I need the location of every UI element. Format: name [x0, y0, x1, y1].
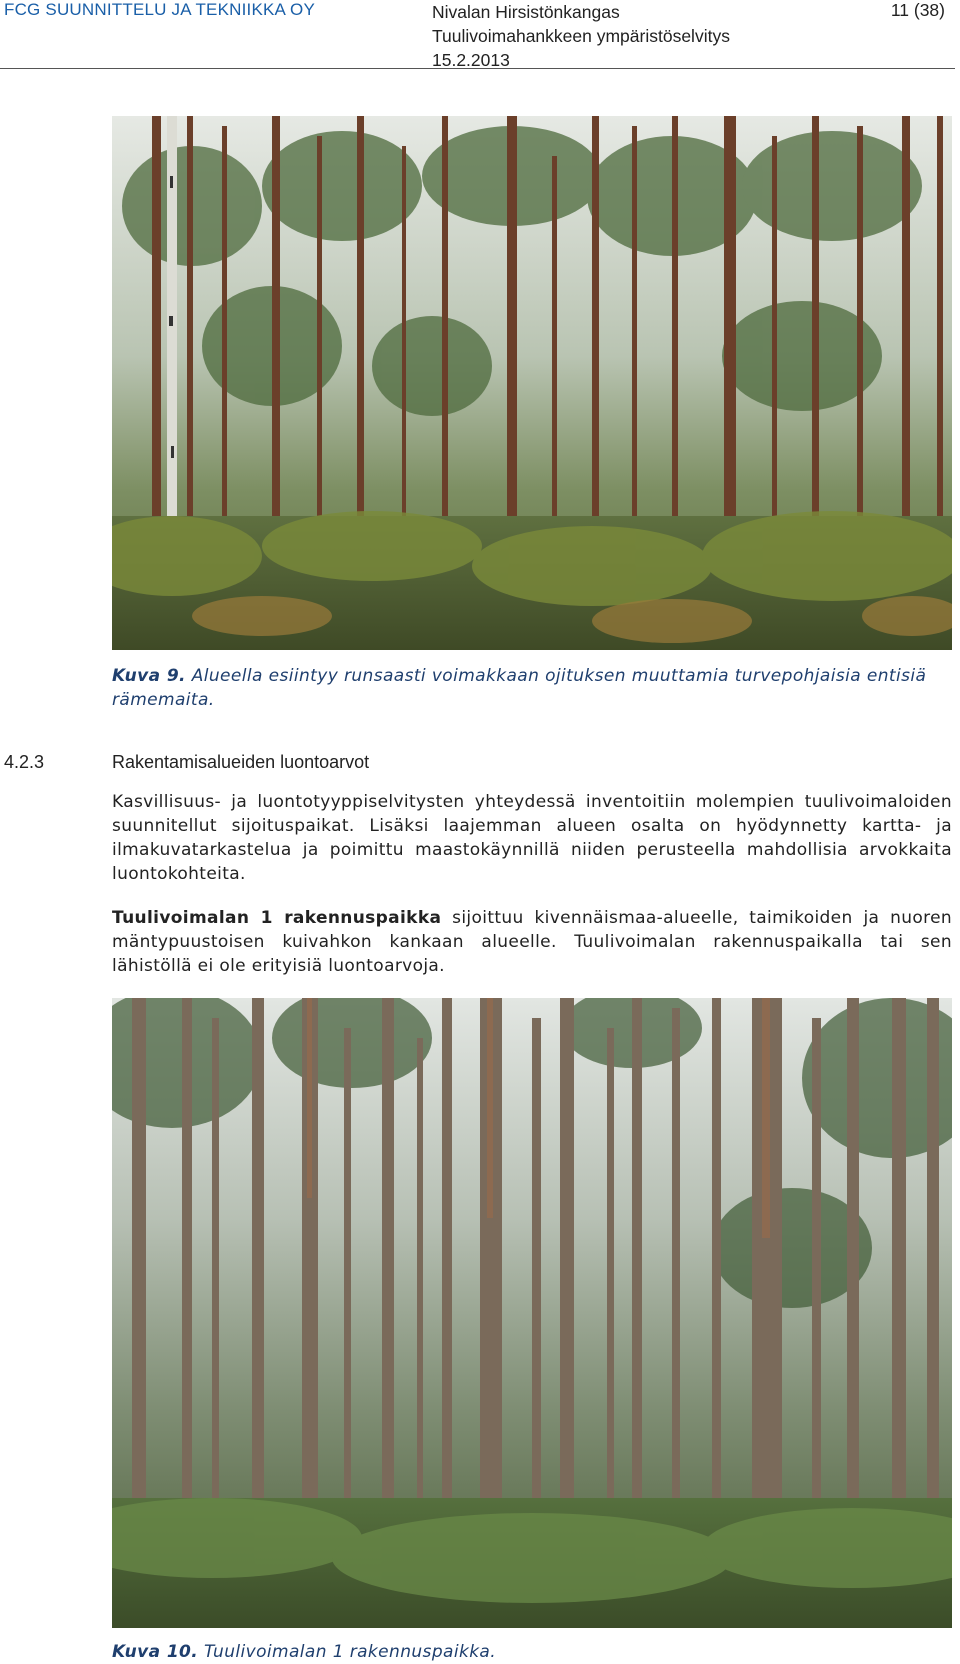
section-title: Rakentamisalueiden luontoarvot — [112, 752, 370, 772]
report-date: 15.2.2013 — [432, 50, 510, 70]
figure-2-label: Kuva 10. — [112, 1642, 199, 1662]
project-name: Nivalan Hirsistönkangas — [432, 2, 620, 22]
forest-photo-2-image — [112, 998, 952, 1628]
figure-1-text: Alueella esiintyy runsaasti voimakkaan ojituksen muuttamia turvepohjaisia entisiä rämemaita. — [112, 666, 927, 710]
paragraph-2-text: sijoittuu kivennäismaa-alueelle, taimikoiden ja nuoren mäntypuustoisen kuivahkon kankaan alueelle. Tuulivoimalan rakennuspaikalla tai sen lähistöllä ei ole erityisiä luontoarvoja. — [112, 908, 953, 976]
forest-photo-2 — [112, 998, 952, 1628]
document-info — [432, 0, 730, 72]
figure-2-text: Tuulivoimalan 1 rakennuspaikka. — [203, 1642, 497, 1662]
paragraph-2 — [112, 906, 952, 978]
figure-1-label: Kuva 9. — [112, 666, 186, 686]
section-heading — [4, 752, 369, 773]
section-number: 4.2.3 — [4, 752, 45, 772]
paragraph-1: Kasvillisuus- ja luontotyyppiselvitysten yhteydessä inventoitiin molempien tuulivoimaloiden suunnitellut sijoituspaikat. Lisäksi laajemman alueen osalta on hyödynnetty kartta- ja ilmakuvatarkastelua ja poimittu maastokäynnillä niiden perusteella mahdollisia arvokkaita luontokohteita. — [112, 792, 952, 884]
page-header — [0, 0, 955, 69]
paragraph-2-bold: Tuulivoimalan 1 rakennuspaikka — [112, 908, 442, 928]
figure-2-caption — [112, 1640, 952, 1664]
company-name: FCG SUUNNITTELU JA TEKNIIKKA OY — [4, 0, 316, 19]
figure-1-caption — [112, 664, 952, 712]
forest-photo-1-image — [112, 116, 952, 650]
forest-photo-1 — [112, 116, 952, 650]
page-number: 11 (38) — [890, 0, 945, 20]
report-title: Tuulivoimahankkeen ympäristöselvitys — [432, 26, 730, 46]
